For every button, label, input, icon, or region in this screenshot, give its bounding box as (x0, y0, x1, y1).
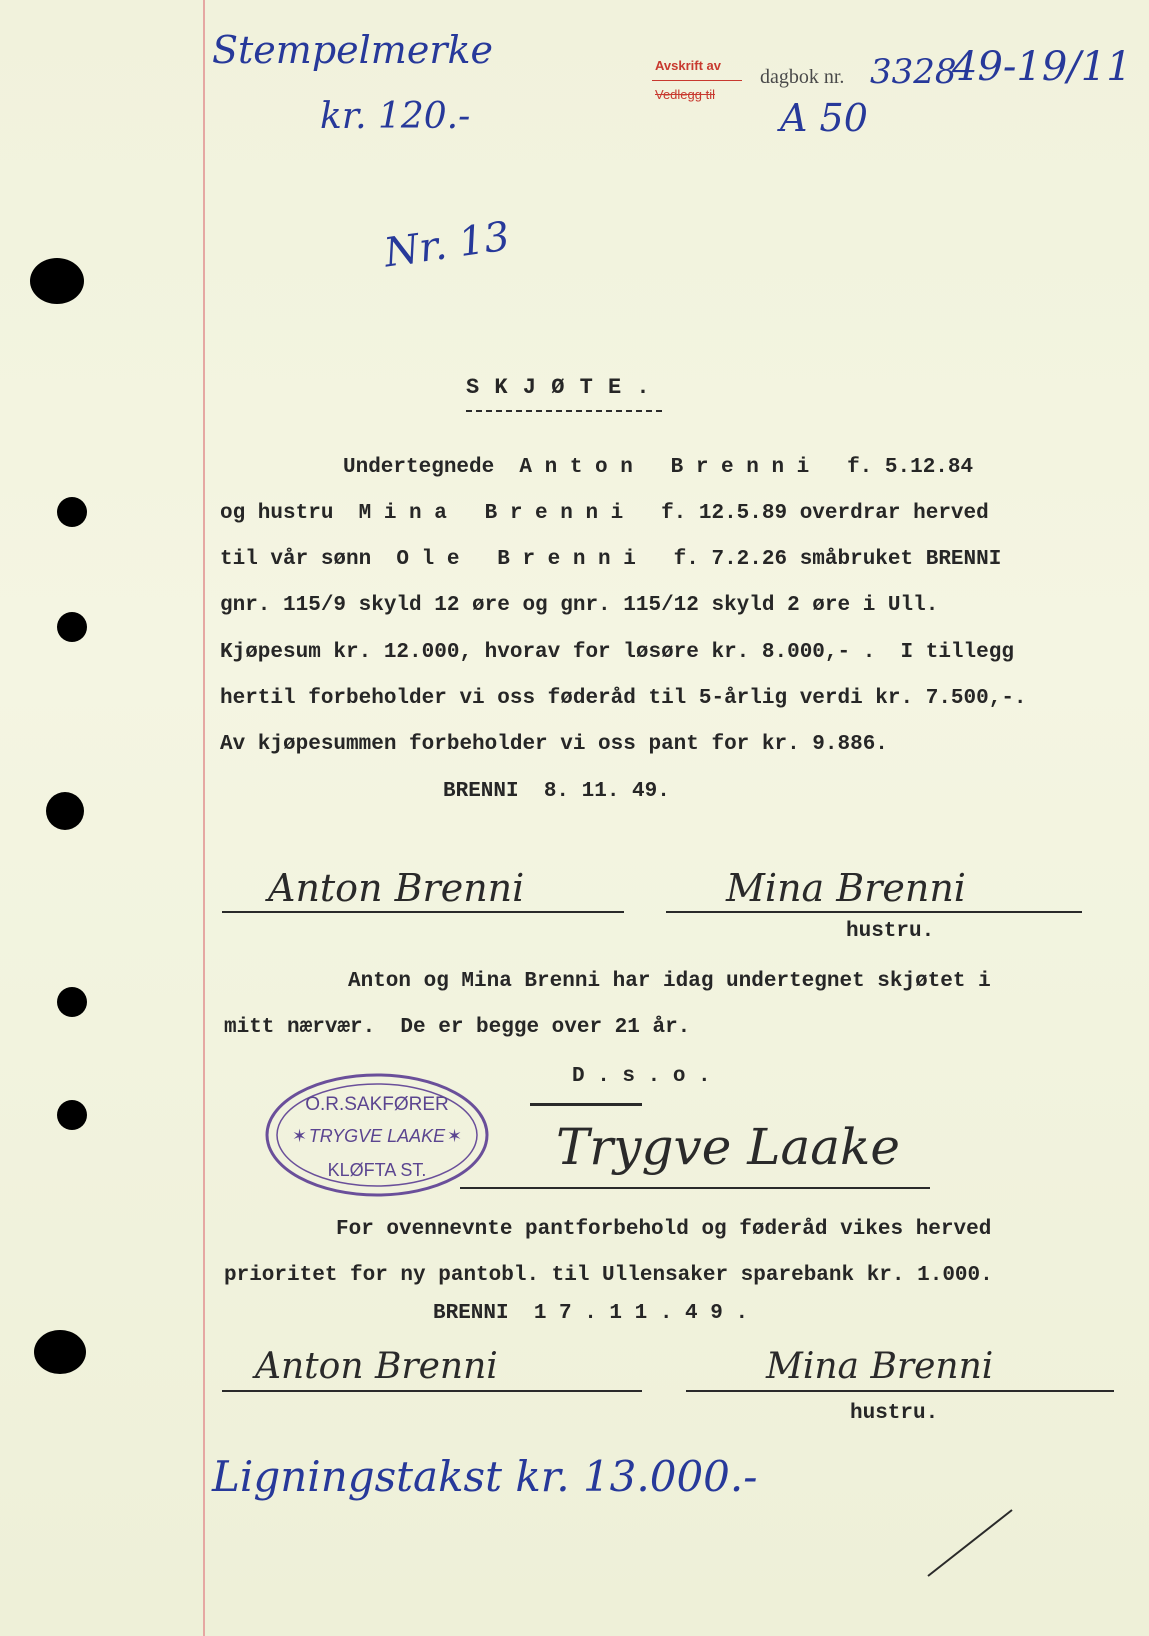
body-line: og hustru M i n a B r e n n i f. 12.5.89 overdrar herved (220, 502, 989, 525)
priority-line: For ovennevnte pantforbehold og føderåd vikes herved (336, 1218, 992, 1241)
body-line: hertil forbeholder vi oss føderåd til 5-årlig verdi kr. 7.500,-. (220, 687, 1027, 710)
margin-mark: Nr. 13 (381, 213, 513, 277)
witness-signature: Trygve Laake (556, 1118, 900, 1176)
binder-hole (34, 1330, 86, 1374)
seal-middle-text: TRYGVE LAAKE (308, 1126, 446, 1146)
signature-line (666, 911, 1082, 913)
binder-hole (57, 987, 87, 1017)
registry-line-2: Vedlegg til (655, 87, 715, 102)
seal-bottom-text: KLØFTA ST. (327, 1160, 427, 1180)
tax-valuation-note: Ligningstakst kr. 13.000.- (212, 1452, 758, 1501)
signature-mina: Mina Brenni (726, 866, 966, 910)
signature-caption: hustru. (850, 1402, 939, 1425)
signature-mina: Mina Brenni (766, 1346, 994, 1387)
registry-line-1: Avskrift av (655, 58, 721, 73)
binder-hole (30, 258, 84, 304)
dso-mark: D . s . o . (572, 1065, 711, 1088)
binder-hole (57, 612, 87, 642)
binder-hole (57, 1100, 87, 1130)
check-stroke (920, 1498, 1020, 1588)
registry-divider (652, 80, 742, 81)
body-line: Av kjøpesummen forbeholder vi oss pant for kr. 9.886. (220, 733, 888, 756)
seal-top-text: O.R.SAKFØRER (305, 1094, 449, 1115)
priority-line: prioritet for ny pantobl. til Ullensaker sparebank kr. 1.000. (224, 1264, 993, 1287)
registry-label: dagbok nr. (760, 66, 845, 88)
date-line: BRENNI 8. 11. 49. (443, 780, 670, 803)
signature-line (686, 1390, 1114, 1392)
title-underline (466, 410, 662, 414)
signature-caption: hustru. (846, 920, 935, 943)
stamp-note: Stempelmerke (212, 28, 493, 72)
body-line: Undertegnede A n t o n B r e n n i f. 5.12.84 (343, 456, 974, 479)
lawyer-seal (262, 1070, 492, 1200)
seal-star-icon: ✶ (292, 1126, 308, 1147)
signature-anton: Anton Brenni (268, 866, 525, 910)
binder-hole (57, 497, 87, 527)
date-line: BRENNI 1 7 . 1 1 . 4 9 . (433, 1302, 749, 1325)
witness-line: mitt nærvær. De er begge over 21 år. (224, 1016, 691, 1039)
witness-line: Anton og Mina Brenni har idag undertegnet skjøtet i (348, 970, 991, 993)
seal-star-icon: ✶ (447, 1126, 463, 1147)
signature-line (222, 1390, 642, 1392)
binder-hole (46, 792, 84, 830)
signature-line (222, 911, 624, 913)
stamp-amount: kr. 120.- (320, 96, 471, 137)
document-title: S K J Ø T E . (466, 375, 651, 400)
registry-ref: A 50 (780, 96, 868, 140)
signature-anton: Anton Brenni (255, 1346, 498, 1387)
margin-line (203, 0, 205, 1636)
body-line: til vår sønn O l e B r e n n i f. 7.2.26 småbruket BRENNI (220, 548, 1002, 571)
registry-number: 3328 (870, 52, 957, 92)
body-line: Kjøpesum kr. 12.000, hvorav for løsøre kr. 8.000,- . I tillegg (220, 641, 1014, 664)
witness-signature-line (460, 1187, 930, 1189)
body-line: gnr. 115/9 skyld 12 øre og gnr. 115/12 skyld 2 øre i Ull. (220, 594, 939, 617)
short-rule (530, 1103, 642, 1106)
registry-year: 49-19/11 (952, 44, 1132, 90)
